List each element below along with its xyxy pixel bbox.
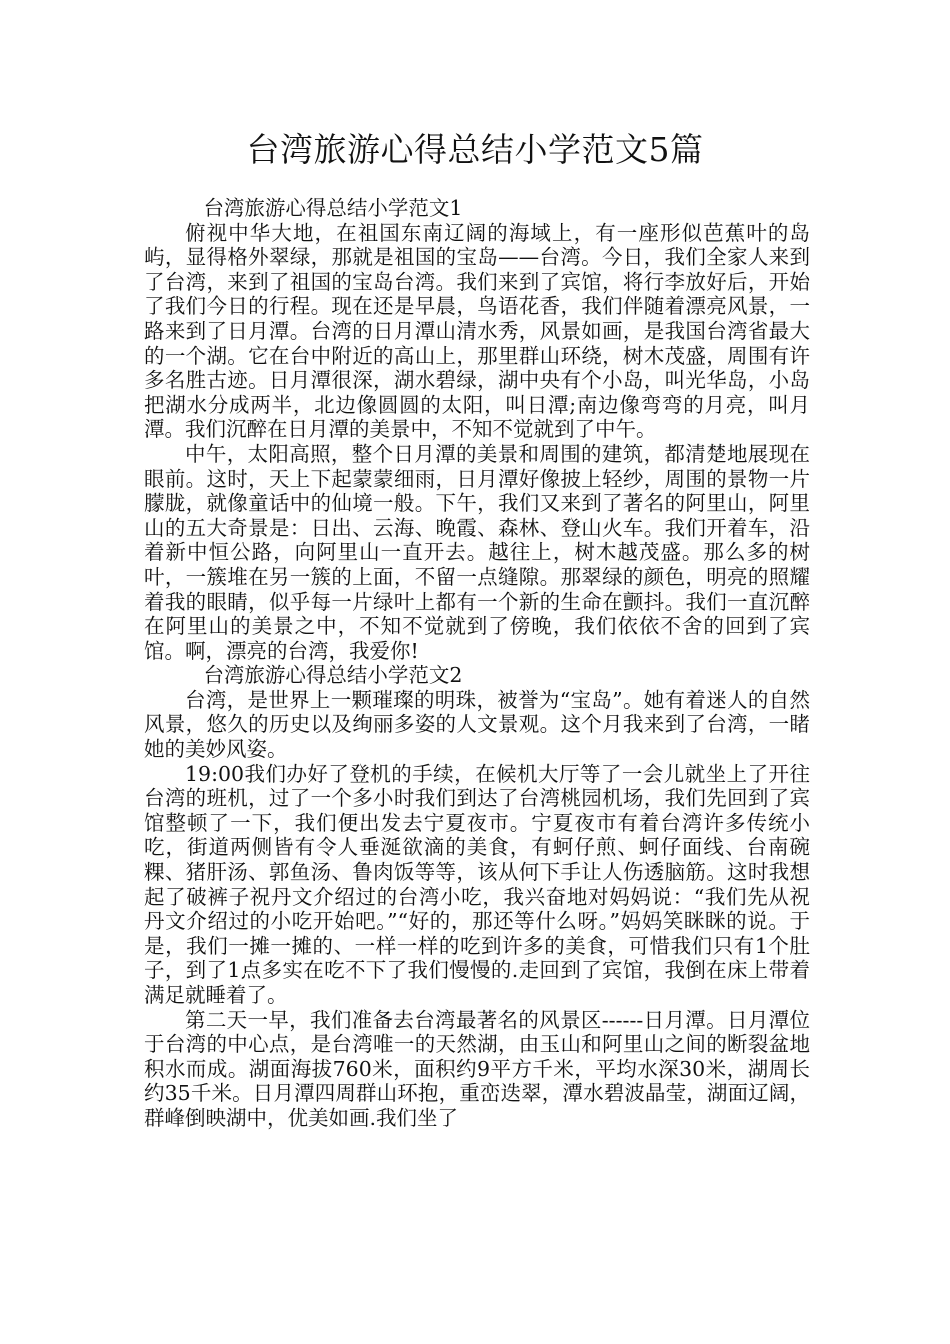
- body-paragraph: 中午，太阳高照，整个日月潭的美景和周围的建筑，都清楚地展现在眼前。这时，天上下起蒙蒙细雨，日月潭好像披上轻纱，周围的景物一片朦胧，就像童话中的仙境一般。下午，我们又来到了著名的阿里山，阿里山的五大奇景是：日出、云海、晚霞、森林、登山火车。我们开着车，沿着新中恒公路，向阿里山一直开去。越往上，树木越茂盛。那么多的树叶，一簇堆在另一簇的上面，不留一点缝隙。那翠绿的颜色，明亮的照耀着我的眼睛，似乎每一片绿叶上都有一个新的生命在颤抖。我们一直沉醉在阿里山的美景之中，不知不觉就到了傍晚，我们依依不舍的回到了宾馆。啊，漂亮的台湾，我爱你!: [144, 441, 810, 663]
- document-title: 台湾旅游心得总结小学范文5篇: [246, 130, 704, 169]
- body-paragraph: 19:00我们办好了登机的手续，在候机大厅等了一会儿就坐上了开往台湾的班机，过了一个多小时我们到达了台湾桃园机场，我们先回到了宾馆整顿了一下，我们便出发去宁夏夜市。宁夏夜市有着台湾许多传统小吃，街道两侧皆有令人垂涎欲滴的美食，有蚵仔煎、蚵仔面线、台南碗粿、猪肝汤、郭鱼汤、鲁肉饭等等，该从何下手让人伤透脑筋。这时我想起了破裤子祝丹文介绍过的台湾小吃，我兴奋地对妈妈说：“我们先从祝丹文介绍过的小吃开始吧。”“好的，那还等什么呀。”妈妈笑眯眯的说。于是，我们一摊一摊的、一样一样的吃到许多的美食，可惜我们只有1个肚子，到了1点多实在吃不下了我们慢慢的.走回到了宾馆，我倒在床上带着满足就睡着了。: [144, 761, 810, 1007]
- body-paragraph: 俯视中华大地，在祖国东南辽阔的海域上，有一座形似芭蕉叶的岛屿，显得格外翠绿，那就是祖国的宝岛——台湾。今日，我们全家人来到了台湾，来到了祖国的宝岛台湾。我们来到了宾馆，将行李放好后，开始了我们今日的行程。现在还是早晨，鸟语花香，我们伴随着漂亮风景，一路来到了日月潭。台湾的日月潭山清水秀，风景如画，是我国台湾省最大的一个湖。它在台中附近的高山上，那里群山环绕，树木茂盛，周围有许多名胜古迹。日月潭很深，湖水碧绿，湖中央有个小岛，叫光华岛，小岛把湖水分成两半，北边像圆圆的太阳，叫日潭;南边像弯弯的月亮，叫月潭。我们沉醉在日月潭的美景中，不知不觉就到了中午。: [144, 220, 810, 442]
- section-heading: 台湾旅游心得总结小学范文1: [203, 196, 463, 220]
- document-body: [144, 196, 810, 1131]
- body-paragraph: 台湾，是世界上一颗璀璨的明珠，被誉为“宝岛”。她有着迷人的自然风景，悠久的历史以及绚丽多姿的人文景观。这个月我来到了台湾，一睹她的美妙风姿。: [144, 687, 810, 762]
- section-heading: 台湾旅游心得总结小学范文2: [203, 663, 463, 688]
- body-paragraph: 第二天一早，我们准备去台湾最著名的风景区------日月潭。日月潭位于台湾的中心点，是台湾唯一的天然湖，由玉山和阿里山之间的断裂盆地积水而成。湖面海拔760米，面积约9平方千米，平均水深30米，湖周长约35千米。日月潭四周群山环抱，重峦迭翠，潭水碧波晶莹，湖面辽阔，群峰倒映湖中，优美如画.我们坐了: [144, 1007, 810, 1130]
